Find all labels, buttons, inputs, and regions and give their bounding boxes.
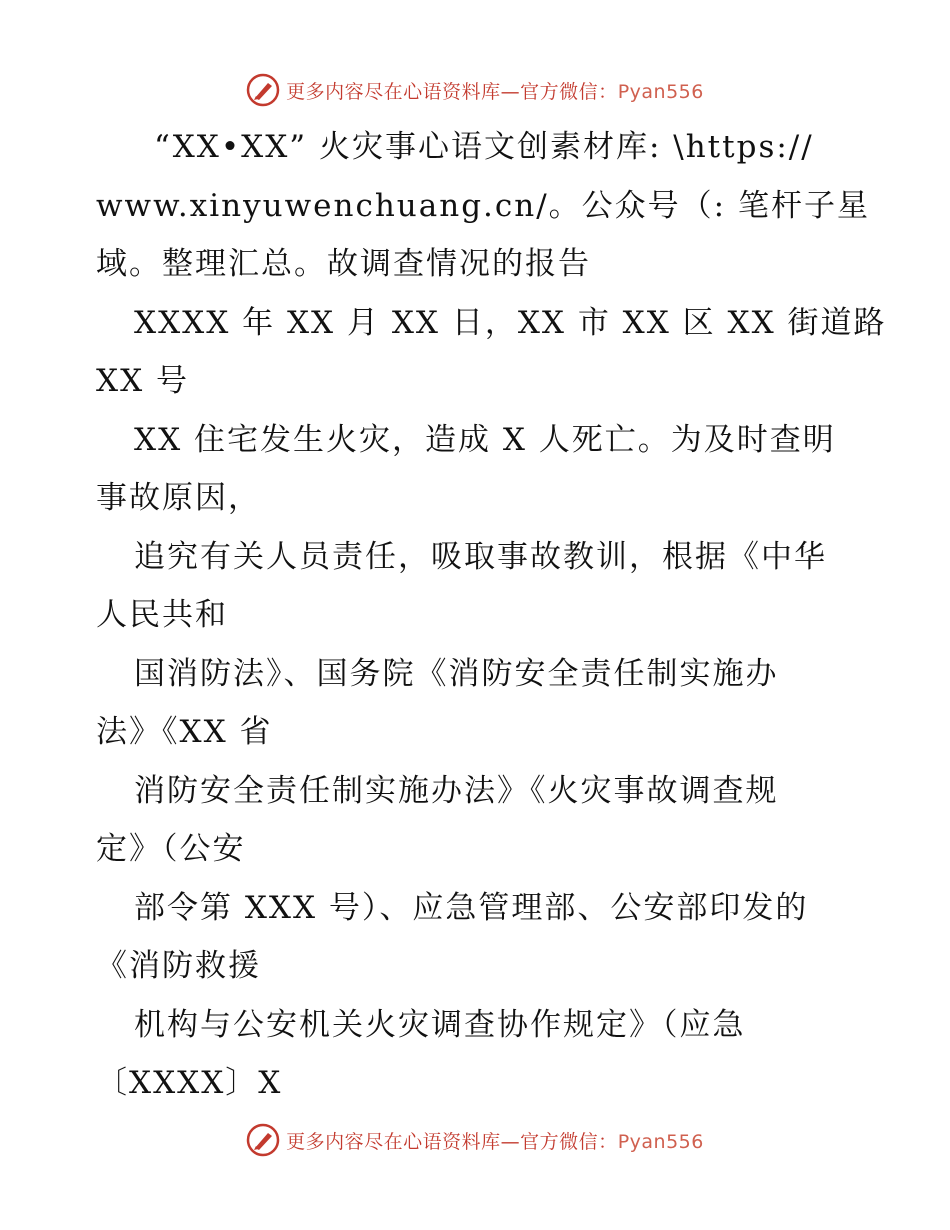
body-line: XXXX 年 XX 月 XX 日，XX 市 XX 区 XX 街道路: [134, 304, 887, 341]
pen-seal-icon: [246, 73, 280, 107]
body-line: 国消防法》、国务院《消防安全责任制实施办: [134, 655, 779, 692]
body-line: 消防安全责任制实施办法》《火灾事故调查规: [134, 772, 779, 809]
body-line: 域。整理汇总。故调查情况的报告: [96, 246, 591, 282]
footer-banner: [0, 1120, 950, 1160]
header-banner: [0, 70, 950, 110]
pen-seal-icon: [246, 1123, 280, 1157]
header-text: [286, 77, 704, 104]
footer-separator: —: [500, 1130, 521, 1153]
footer-text: [286, 1127, 704, 1154]
body-line: 部令第 XXX 号）、应急管理部、公安部印发的: [134, 889, 809, 926]
body-line: 机构与公安机关火灾调查协作规定》（应急: [134, 1006, 746, 1043]
body-line: “XX•XX” 火灾事心语文创素材库: \https://: [154, 129, 814, 165]
body-line: www.xinyuwenchuang.cn/。公众号（: 笔杆子星: [96, 187, 870, 224]
footer-wechat-label: 官方微信：: [520, 1130, 618, 1153]
body-line: 〔XXXX〕X: [96, 1065, 283, 1101]
body-line: 人民共和: [96, 597, 228, 633]
body-line: 定》（公安: [96, 831, 246, 867]
header-wechat-label: 官方微信：: [520, 80, 618, 103]
footer-wechat-id: Pyan556: [617, 1130, 704, 1153]
header-separator: —: [500, 80, 521, 103]
body-line: 追究有关人员责任，吸取事故教训，根据《中华: [134, 538, 827, 575]
body-line: XX 住宅发生火灾，造成 X 人死亡。为及时查明: [134, 421, 836, 458]
header-wechat-id: Pyan556: [617, 80, 704, 103]
body-line: 《消防救援: [96, 948, 261, 984]
header-site-text: 更多内容尽在心语资料库: [286, 80, 501, 103]
body-line: 事故原因，: [96, 480, 261, 516]
body-line: XX 号: [96, 363, 189, 399]
body-line: 法》《XX 省: [96, 714, 273, 750]
footer-site-text: 更多内容尽在心语资料库: [286, 1130, 501, 1153]
document-body: [96, 118, 887, 1113]
